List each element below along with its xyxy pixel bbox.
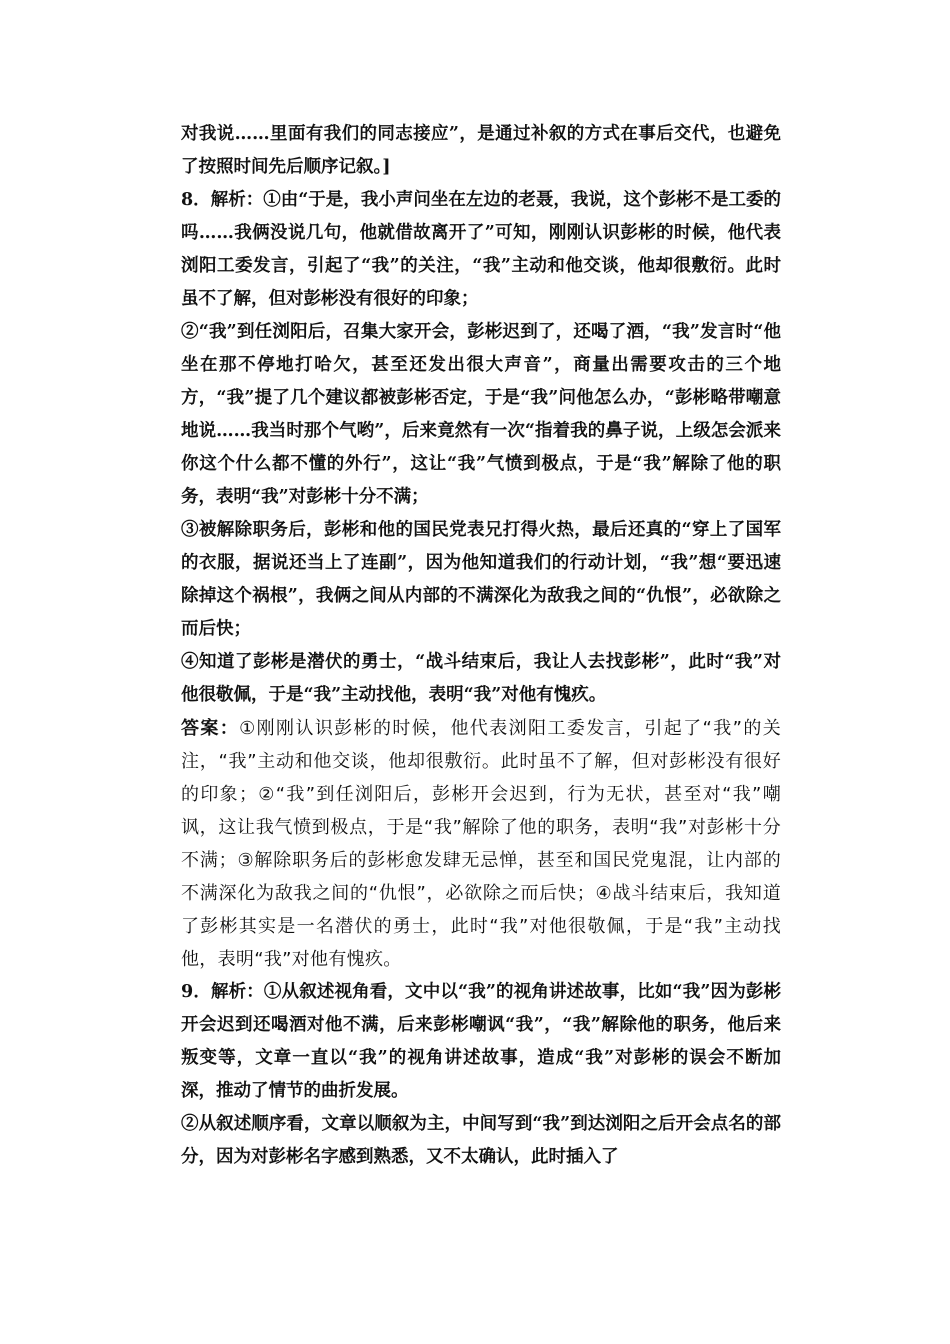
q8-analysis-part1 <box>181 184 781 316</box>
q8-answer-text: ①刚刚认识彭彬的时候，他代表浏阳工委发言，引起了“我”的关注，“我”主动和他交谈，他却很敷衍。此时虽不了解，但对彭彬没有很好的印象；②“我”到任浏阳后，彭彬开会迟到，行为无状，甚至对“我”嘲讽，这让我气愤到极点，于是“我”解除了他的职务，表明“我”对彭彬十分不满；③解除职务后的彭彬愈发肆无忌惮，甚至和国民党鬼混，让内部的不满深化为敌我之间的“仇恨”，必欲除之而后快；④战斗结束后，我知道了彭彬其实是一名潜伏的勇士，此时“我”对他很敬佩，于是“我”主动找他，表明“我”对他有愧疚。 <box>181 718 781 970</box>
q9-analysis-part1 <box>181 976 781 1108</box>
q8-analysis-label: 8．解析： <box>181 190 264 210</box>
q9-analysis-label: 9．解析： <box>181 982 264 1002</box>
q8-answer <box>181 712 781 976</box>
q8-analysis-part2: ②“我”到任浏阳后，召集大家开会，彭彬迟到了，还喝了酒，“我”发言时“他坐在那不停地打哈欠，甚至还发出很大声音”，商量出需要攻击的三个地方，“我”提了几个建议都被彭彬否定，于是“我”问他怎么办，“彭彬略带嘲意地说……我当时那个气哟”，后来竟然有一次“指着我的鼻子说，上级怎会派来你这个什么都不懂的外行”，这让“我”气愤到极点，于是“我”解除了他的职务，表明“我”对彭彬十分不满； <box>181 322 781 507</box>
q8-analysis-part4: ④知道了彭彬是潜伏的勇士，“战斗结束后，我让人去找彭彬”，此时“我”对他很敬佩，于是“我”主动找他，表明“我”对他有愧疚。 <box>181 652 781 705</box>
q8-answer-label: 答案： <box>181 718 240 739</box>
q9-analysis-part2: ②从叙述顺序看，文章以顺叙为主，中间写到“我”到达浏阳之后开会点名的部分，因为对彭彬名字感到熟悉，又不太确认，此时插入了 <box>181 1114 781 1167</box>
q8-analysis-part3: ③被解除职务后，彭彬和他的国民党表兄打得火热，最后还真的“穿上了国军的衣服，据说还当上了连副”，因为他知道我们的行动计划，“我”想“要迅速除掉这个祸根”，我俩之间从内部的不满深化为敌我之间的“仇恨”，必欲除之而后快； <box>181 520 781 639</box>
document-page <box>181 118 781 1174</box>
q8-part1-text: ①由“于是，我小声问坐在左边的老聂，我说，这个彭彬不是工委的吗……我俩没说几句，他就借故离开了”可知，刚刚认识彭彬的时候，他代表浏阳工委发言，引起了“我”的关注，“我”主动和他交谈，他却很敷衍。此时虽不了解，但对彭彬没有很好的印象； <box>181 190 781 309</box>
paragraph-continuation: 对我说……里面有我们的同志接应”，是通过补叙的方式在事后交代，也避免了按照时间先后顺序记叙。] <box>181 124 781 177</box>
q9-part1-text: ①从叙述视角看，文中以“我”的视角讲述故事，比如“我”因为彭彬开会迟到还喝酒对他不满，后来彭彬嘲讽“我”，“我”解除他的职务，他后来叛变等，文章一直以“我”的视角讲述故事，造成“我”对彭彬的误会不断加深，推动了情节的曲折发展。 <box>181 982 781 1101</box>
